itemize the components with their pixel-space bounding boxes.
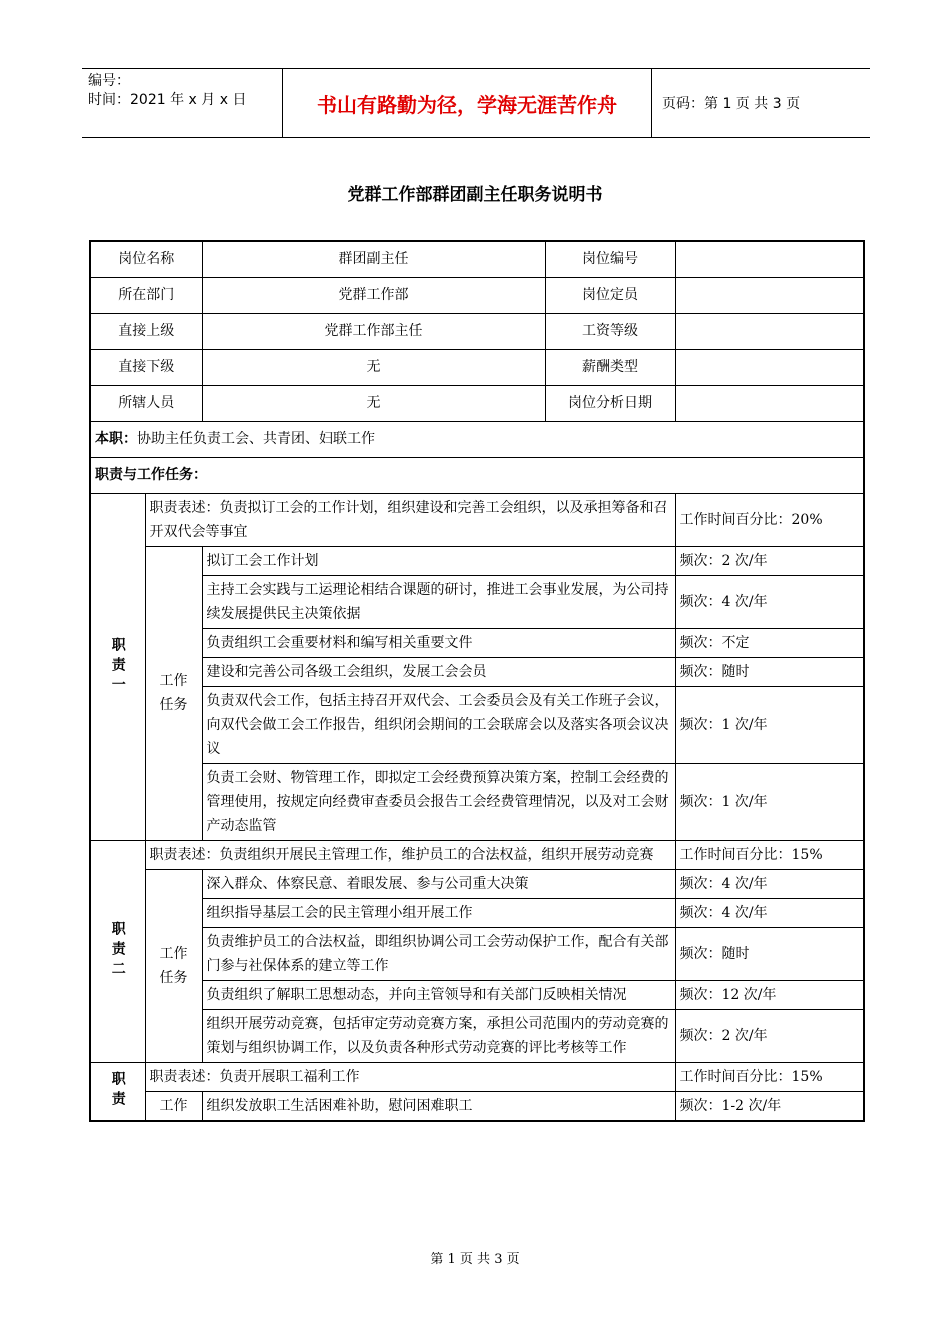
field-label: 工资等级 [545,313,675,349]
task-text: 组织发放职工生活困难补助，慰问困难职工 [202,1091,675,1121]
field-label: 岗位编号 [545,241,675,277]
field-label: 岗位名称 [90,241,202,277]
task-text: 负责组织了解职工思想动态，并向主管领导和有关部门反映相关情况 [202,980,675,1009]
task-frequency: 频次：1-2 次/年 [675,1091,864,1121]
task-frequency: 频次：12 次/年 [675,980,864,1009]
responsibility-description: 职责表述：负责开展职工福利工作 [145,1062,675,1091]
duty-label: 本职： [95,431,137,447]
task-frequency: 频次：4 次/年 [675,898,864,927]
field-value: 无 [202,349,545,385]
task-text: 负责组织工会重要材料和编写相关重要文件 [202,628,675,657]
basic-info-row [90,241,864,277]
field-value [675,385,864,421]
time-percentage: 工作时间百分比：20% [675,493,864,546]
task-row [90,686,864,763]
task-row [90,657,864,686]
code-label: 编号： [88,73,130,89]
field-label: 所辖人员 [90,385,202,421]
task-text: 拟订工会工作计划 [202,546,675,575]
basic-info-row [90,313,864,349]
task-row [90,763,864,840]
field-value: 党群工作部主任 [202,313,545,349]
field-value [675,241,864,277]
page-footer: 第 1 页 共 3 页 [430,1252,520,1267]
responsibility-name: 职责二 [90,840,145,1062]
task-row [90,546,864,575]
field-value [675,349,864,385]
task-frequency: 频次：随时 [675,657,864,686]
task-text: 负责工会财、物管理工作，即拟定工会经费预算决策方案，控制工会经费的管理使用，按规定向经费审查委员会报告工会经费管理情况，以及对工会财产动态监管 [202,763,675,840]
header-meta [88,72,284,134]
task-text: 建设和完善公司各级工会组织，发展工会会员 [202,657,675,686]
basic-info-row [90,349,864,385]
task-row [90,1091,864,1121]
field-value [675,277,864,313]
page-header [82,68,870,138]
task-row [90,980,864,1009]
time-percentage: 工作时间百分比：15% [675,1062,864,1091]
task-frequency: 频次：不定 [675,628,864,657]
header-motto: 书山有路勤为径，学海无涯苦作舟 [282,69,652,137]
task-label: 工作任务 [145,546,202,840]
field-label: 直接下级 [90,349,202,385]
task-row [90,869,864,898]
responsibility-name: 职责 [90,1062,145,1121]
task-row [90,898,864,927]
task-label: 工作任务 [145,869,202,1062]
task-row [90,927,864,980]
task-frequency: 频次：随时 [675,927,864,980]
task-frequency: 频次：1 次/年 [675,686,864,763]
duty-row [90,421,864,457]
task-frequency: 频次：2 次/年 [675,546,864,575]
task-text: 组织指导基层工会的民主管理小组开展工作 [202,898,675,927]
responsibility-description-row [90,493,864,546]
field-value [675,313,864,349]
basic-info-row [90,385,864,421]
time-percentage: 工作时间百分比：15% [675,840,864,869]
duty-text: 协助主任负责工会、共青团、妇联工作 [137,431,375,447]
document-title: 党群工作部群团副主任职务说明书 [347,185,603,205]
task-text: 主持工会实践与工运理论相结合课题的研讨，推进工会事业发展，为公司持续发展提供民主决策依据 [202,575,675,628]
field-label: 岗位分析日期 [545,385,675,421]
task-row [90,628,864,657]
field-label: 直接上级 [90,313,202,349]
job-description-table [89,240,865,1122]
task-text: 组织开展劳动竞赛，包括审定劳动竞赛方案，承担公司范围内的劳动竞赛的策划与组织协调工作，以及负责各种形式劳动竞赛的评比考核等工作 [202,1009,675,1062]
task-text: 负责维护员工的合法权益，即组织协调公司工会劳动保护工作，配合有关部门参与社保体系的建立等工作 [202,927,675,980]
tasks-heading-row [90,457,864,493]
responsibility-description-row [90,1062,864,1091]
responsibility-name: 职责一 [90,493,145,840]
field-label: 薪酬类型 [545,349,675,385]
responsibility-description: 职责表述：负责组织开展民主管理工作，维护员工的合法权益，组织开展劳动竞赛 [145,840,675,869]
basic-info-row [90,277,864,313]
time-label: 时间：2021 年 x 月 x 日 [88,92,247,108]
duty-cell [90,421,864,457]
field-label: 所在部门 [90,277,202,313]
task-text: 深入群众、体察民意、着眼发展、参与公司重大决策 [202,869,675,898]
tasks-heading: 职责与工作任务： [90,457,864,493]
task-label: 工作 [145,1091,202,1121]
task-frequency: 频次：1 次/年 [675,763,864,840]
field-value: 群团副主任 [202,241,545,277]
responsibility-description: 职责表述：负责拟订工会的工作计划，组织建设和完善工会组织，以及承担筹备和召开双代会等事宜 [145,493,675,546]
field-value: 无 [202,385,545,421]
field-label: 岗位定员 [545,277,675,313]
responsibility-description-row [90,840,864,869]
task-row [90,575,864,628]
header-page-info: 页码：第 1 页 共 3 页 [662,96,801,112]
task-frequency: 频次：4 次/年 [675,575,864,628]
field-value: 党群工作部 [202,277,545,313]
task-frequency: 频次：2 次/年 [675,1009,864,1062]
task-row [90,1009,864,1062]
task-frequency: 频次：4 次/年 [675,869,864,898]
task-text: 负责双代会工作，包括主持召开双代会、工会委员会及有关工作班子会议，向双代会做工会工作报告，组织闭会期间的工会联席会以及落实各项会议决议 [202,686,675,763]
